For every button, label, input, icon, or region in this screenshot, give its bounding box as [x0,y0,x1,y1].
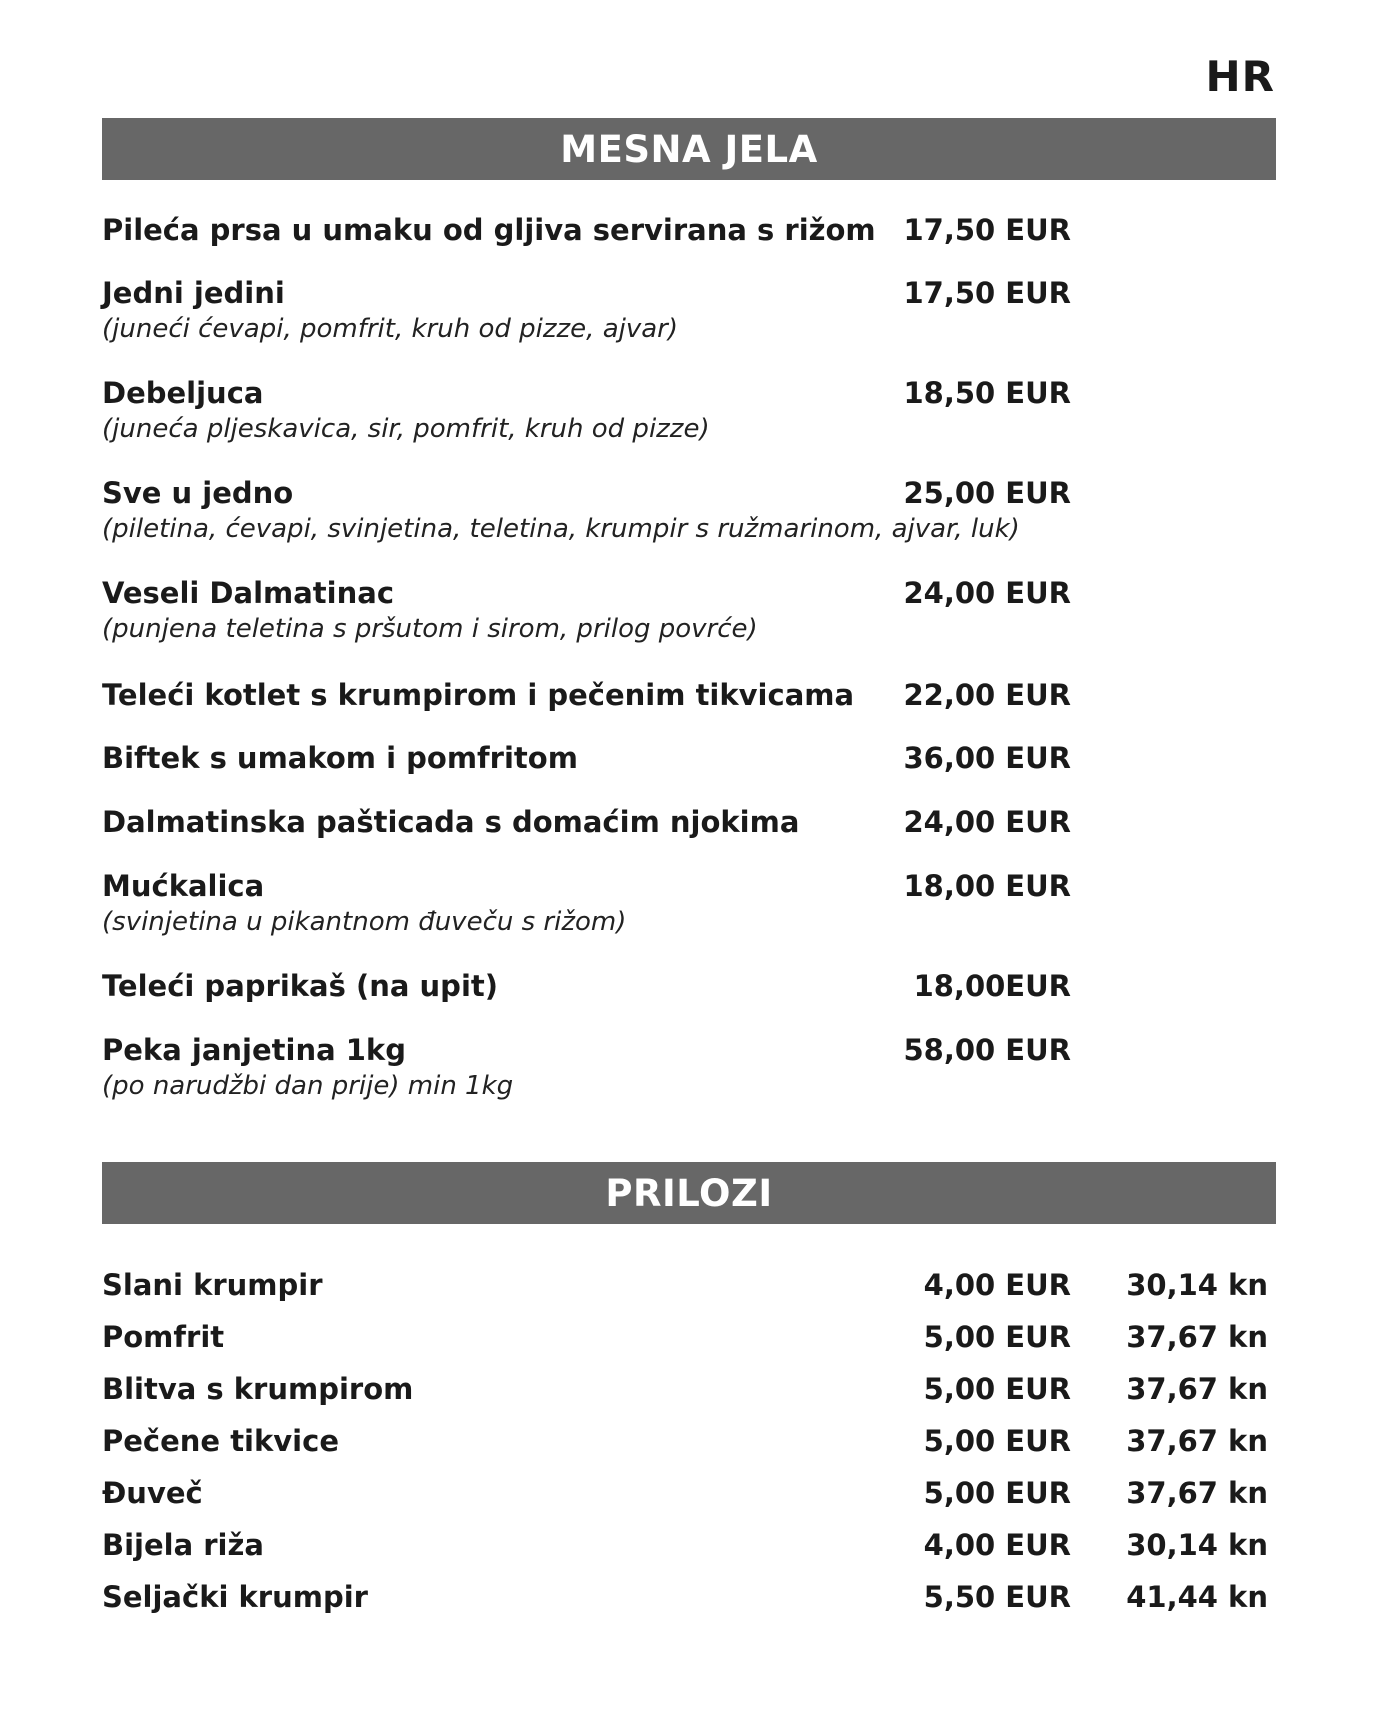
side-item-price-eur: 5,00 EUR [923,1424,1071,1458]
side-item-price-eur: 5,00 EUR [923,1320,1071,1354]
menu-item-price: 24,00 EUR [903,805,1071,839]
side-item [102,1369,1276,1409]
menu-item [102,212,1276,248]
side-item-price-eur: 4,00 EUR [923,1268,1071,1302]
side-item [102,1317,1276,1357]
side-item-price-kn: 37,67 kn [1126,1372,1268,1406]
side-item-price-kn: 37,67 kn [1126,1424,1268,1458]
side-item-name: Blitva s krumpirom [102,1372,414,1406]
menu-item-description: (juneći ćevapi, pomfrit, kruh od pizze, ajvar) [102,314,678,344]
menu-item [102,804,1276,840]
section-header-main-dishes: MESNA JELA [102,118,1276,180]
section-header-sides: PRILOZI [102,1162,1276,1224]
side-item-price-kn: 30,14 kn [1126,1528,1268,1562]
menu-item [102,968,1276,1004]
menu-item [102,677,1276,713]
menu-item-price: 18,00EUR [913,969,1071,1003]
side-item-name: Đuveč [102,1476,203,1510]
side-item-price-kn: 30,14 kn [1126,1268,1268,1302]
language-label: HR [1205,52,1275,101]
side-item-price-kn: 41,44 kn [1126,1580,1268,1614]
side-item-name: Pečene tikvice [102,1424,339,1458]
side-item [102,1577,1276,1617]
menu-item-price: 22,00 EUR [903,678,1071,712]
menu-item-price: 36,00 EUR [903,741,1071,775]
side-item-price-eur: 5,50 EUR [923,1580,1071,1614]
side-item-price-eur: 5,00 EUR [923,1476,1071,1510]
menu-item [102,575,1276,647]
side-item [102,1525,1276,1565]
menu-item-name: Debeljuca [102,376,264,410]
menu-item-name: Dalmatinska pašticada s domaćim njokima [102,805,800,839]
side-item [102,1421,1276,1461]
side-item-name: Pomfrit [102,1320,225,1354]
side-item-price-eur: 5,00 EUR [923,1372,1071,1406]
menu-item-price: 24,00 EUR [903,576,1071,610]
menu-item-description: (punjena teletina s pršutom i sirom, prilog povrće) [102,614,758,644]
side-item-price-eur: 4,00 EUR [923,1528,1071,1562]
menu-item-name: Veseli Dalmatinac [102,576,395,610]
menu-item [102,1032,1276,1104]
menu-item-description: (juneća pljeskavica, sir, pomfrit, kruh od pizze) [102,414,710,444]
menu-item-price: 25,00 EUR [903,476,1071,510]
side-item [102,1473,1276,1513]
menu-item-price: 18,50 EUR [903,376,1071,410]
menu-item [102,475,1276,547]
menu-item-name: Pileća prsa u umaku od gljiva servirana s rižom [102,213,876,247]
menu-item-name: Sve u jedno [102,476,294,510]
menu-item-name: Jedni jedini [102,276,285,310]
side-item-name: Slani krumpir [102,1268,323,1302]
side-item-name: Seljački krumpir [102,1580,368,1614]
menu-item-name: Peka janjetina 1kg [102,1033,406,1067]
side-item-price-kn: 37,67 kn [1126,1320,1268,1354]
menu-item-price: 17,50 EUR [903,213,1071,247]
menu-item-name: Teleći paprikaš (na upit) [102,969,499,1003]
menu-item-name: Teleći kotlet s krumpirom i pečenim tikvicama [102,678,855,712]
menu-item-price: 58,00 EUR [903,1033,1071,1067]
menu-item [102,275,1276,347]
side-item-price-kn: 37,67 kn [1126,1476,1268,1510]
side-item [102,1265,1276,1305]
menu-item [102,868,1276,940]
side-item-name: Bijela riža [102,1528,264,1562]
menu-item [102,375,1276,447]
menu-item-name: Mućkalica [102,869,265,903]
menu-item-description: (po narudžbi dan prije) min 1kg [102,1071,514,1101]
menu-item-price: 18,00 EUR [903,869,1071,903]
menu-item-description: (piletina, ćevapi, svinjetina, teletina, krumpir s ružmarinom, ajvar, luk) [102,514,1020,544]
menu-item-description: (svinjetina u pikantnom đuveču s rižom) [102,907,627,937]
menu-item-price: 17,50 EUR [903,276,1071,310]
menu-item-name: Biftek s umakom i pomfritom [102,741,578,775]
menu-item [102,740,1276,776]
